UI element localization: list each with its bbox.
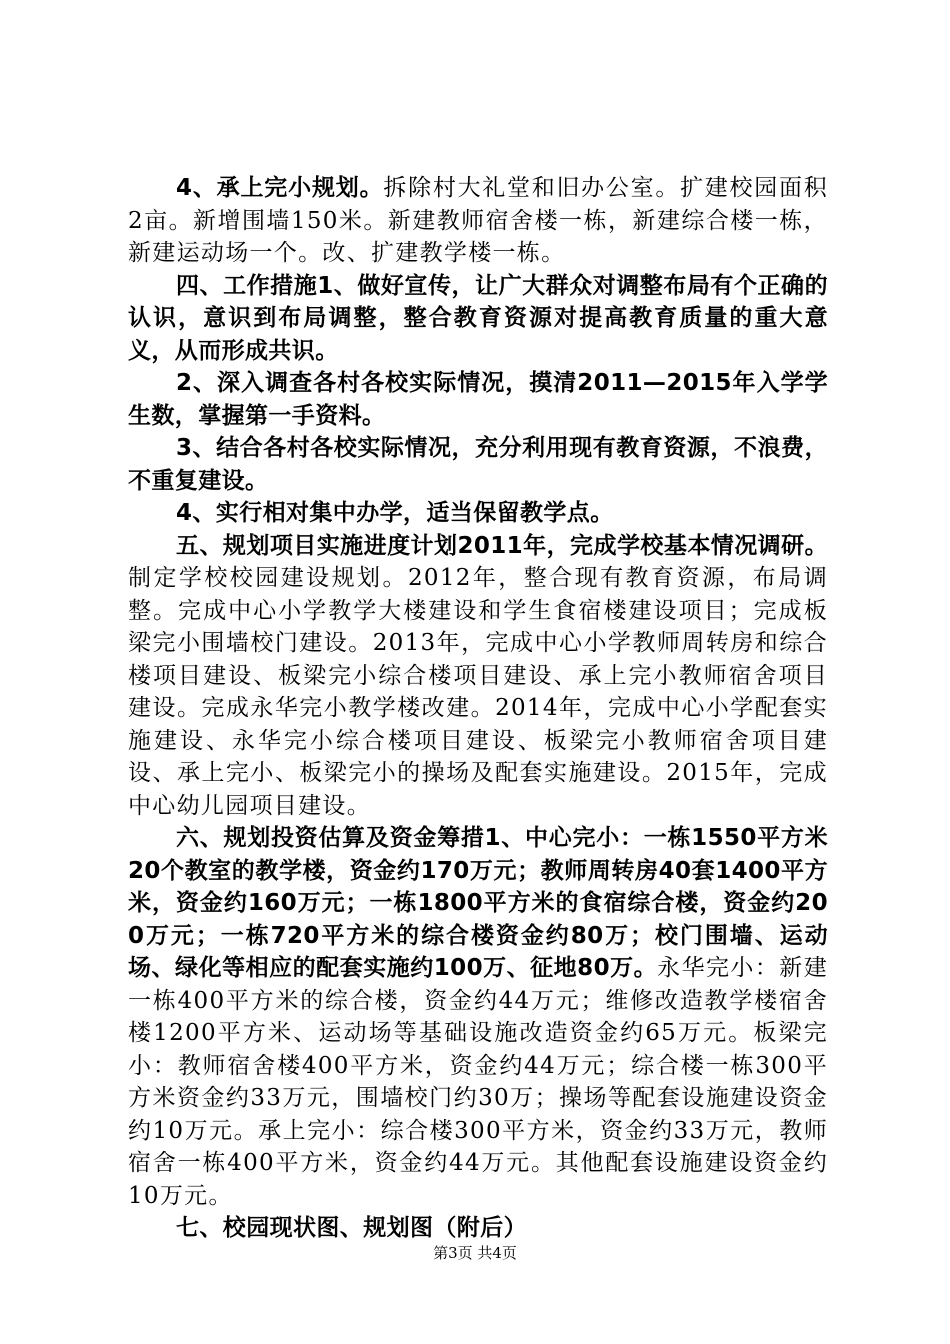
paragraph-work-measures [128, 270, 828, 368]
paragraph-heading: 六、规划投资估算及资金筹措1、中心完小：一栋1550平方米20个教室的教学楼，资金约170万元；教师周转房40套1400平方米，资金约160万元；一栋1800平方米的食宿综合楼，资金约200万元；一栋720平方米的综合楼资金约80万；校门围墙、运动场、绿化等相应的配套实施约100万、征地80万。 [128, 825, 828, 981]
paragraph-text: 2、深入调查各村各校实际情况，摸清2011—2015年入学学生数，掌握第一手资料。 [128, 370, 828, 429]
paragraph-heading: 4、承上完小规划。 [176, 175, 384, 201]
paragraph-centralized [128, 497, 828, 530]
paragraph-text: 拆除村大礼堂和旧办公室。扩建校园面积2亩。新增围墙150米。新建教师宿舍楼一栋，新建综合楼一栋，新建运动场一个。改、扩建教学楼一栋。 [128, 175, 828, 266]
paragraph-campus-maps [128, 1212, 828, 1245]
paragraph-investigation [128, 367, 828, 432]
paragraph-text: 永华完小：新建一栋400平方米的综合楼，资金约44万元；维修改造教学楼宿舍楼1200平方米、运动场等基础设施改造资金约65万元。板梁完小：教师宿舍楼400平方米，资金约44万元；综合楼一栋300平方米资金约33万元，围墙校门约30万；操场等配套设施建设资金约10万元。承上完小：综合楼300平方米，资金约33万元，教师宿舍一栋400平方米，资金约44万元。其他配套设施建设资金约10万元。 [128, 955, 828, 1209]
page-number-footer: 第3页 共4页 [433, 1244, 517, 1262]
paragraph-investment [128, 822, 828, 1212]
paragraph-text: 3、结合各村各校实际情况，充分利用现有教育资源，不浪费，不重复建设。 [128, 435, 828, 494]
paragraph-chengshang-plan [128, 172, 828, 270]
document-body [128, 172, 828, 1245]
paragraph-text: 4、实行相对集中办学，适当保留教学点。 [176, 500, 614, 526]
paragraph-resources [128, 432, 828, 497]
paragraph-text: 四、工作措施1、做好宣传，让广大群众对调整布局有个正确的认识，意识到布局调整，整合教育资源对提高教育质量的重大意义，从而形成共识。 [128, 272, 828, 364]
paragraph-text: 七、校园现状图、规划图（附后） [176, 1215, 527, 1241]
paragraph-text: 制定学校校园建设规划。2012年，整合现有教育资源，布局调整。完成中心小学教学大楼建设和学生食宿楼建设项目；完成板梁完小围墙校门建设。2013年，完成中心小学教师周转房和综合楼项目建设、板梁完小综合楼项目建设、承上完小教师宿舍项目建设。完成永华完小教学楼改建。2014年，完成中心小学配套实施建设、永华完小综合楼项目建设、板梁完小教师宿舍项目建设、承上完小、板梁完小的操场及配套实施建设。2015年，完成中心幼儿园项目建设。 [128, 565, 828, 819]
paragraph-heading: 五、规划项目实施进度计划2011年，完成学校基本情况调研。 [176, 532, 828, 559]
paragraph-schedule [128, 530, 828, 823]
